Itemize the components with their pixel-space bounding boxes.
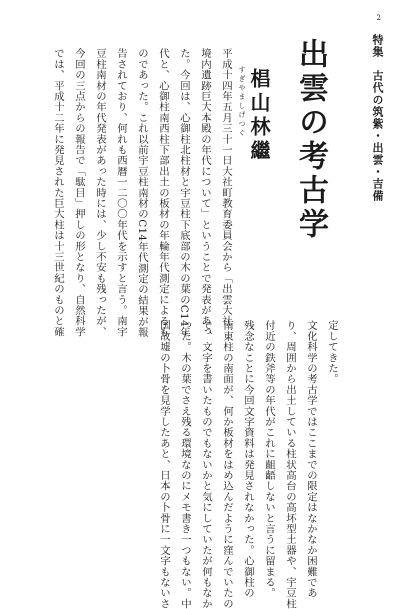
text-column: 今回の三点からの報告で「駄目」押しの形となり、自然科学 [73, 48, 85, 337]
page-number: 2 [376, 14, 381, 22]
text-column: 南東柱の南面が、何か板材をはめ込んだように窪んでいたの [221, 320, 233, 609]
text-column: で、文字を書いたものでもないかと気にしていたが何もなか [200, 320, 212, 609]
text-column: 告されており、何れも西暦一二〇〇年代を示すと言う。南宇 [115, 48, 127, 337]
text-column: では、平成十二年に発見された巨大柱は十三世紀のものと確 [52, 48, 64, 337]
text-column: った。木の葉でさえ残る環境なのにメモ書き一つもない。中 [179, 320, 191, 609]
text-column: 境内遺跡巨大本殿の年代について」ということで発表があっ [199, 48, 211, 337]
text-column: 定してきた。 [326, 320, 338, 385]
text-column: た。今回は、心御柱北柱材と宇豆柱下底部の木の葉のC14年 [178, 48, 190, 338]
text-column: 付近の鉄斧等の年代がこれに齟齬しないと言うに留まる。 [263, 320, 275, 599]
author-name: 椙山林繼 [247, 68, 271, 164]
text-column: 豆柱南材の年代発表があった時には、少し不安も残ったが、 [94, 48, 106, 337]
text-column: 代と、心御柱南西柱下部出土の板材の年輪年代測定によるも [157, 48, 169, 337]
series-heading: 特集 古代の筑紫・出雲・吉備 [371, 34, 384, 202]
body-text-upper [40, 48, 236, 338]
body-text-lower [120, 320, 342, 609]
text-column: のであった。これ以前宇豆柱南材のC14年代測定の結果が報 [136, 48, 148, 338]
text-column: 平成十四年五月三十一日大社町教育委員会から「出雲大社 [220, 48, 232, 327]
author-reading: すぎやましげつぐ [238, 66, 246, 138]
text-column: 国故墟の卜骨を見学したあと、日本の卜骨に一文字もないさ [158, 320, 170, 609]
article-title: 出雲の考古学 [293, 38, 328, 242]
text-column: 残念なことに今回文字資料は発見されなかった。心御柱の [242, 320, 254, 599]
text-column: り、周囲から出土している柱状高台の高坏型土器や、宇豆柱 [284, 320, 296, 609]
text-column: 文化科学の考古学ではここまでの限定はなかなか困難であ [305, 320, 317, 599]
